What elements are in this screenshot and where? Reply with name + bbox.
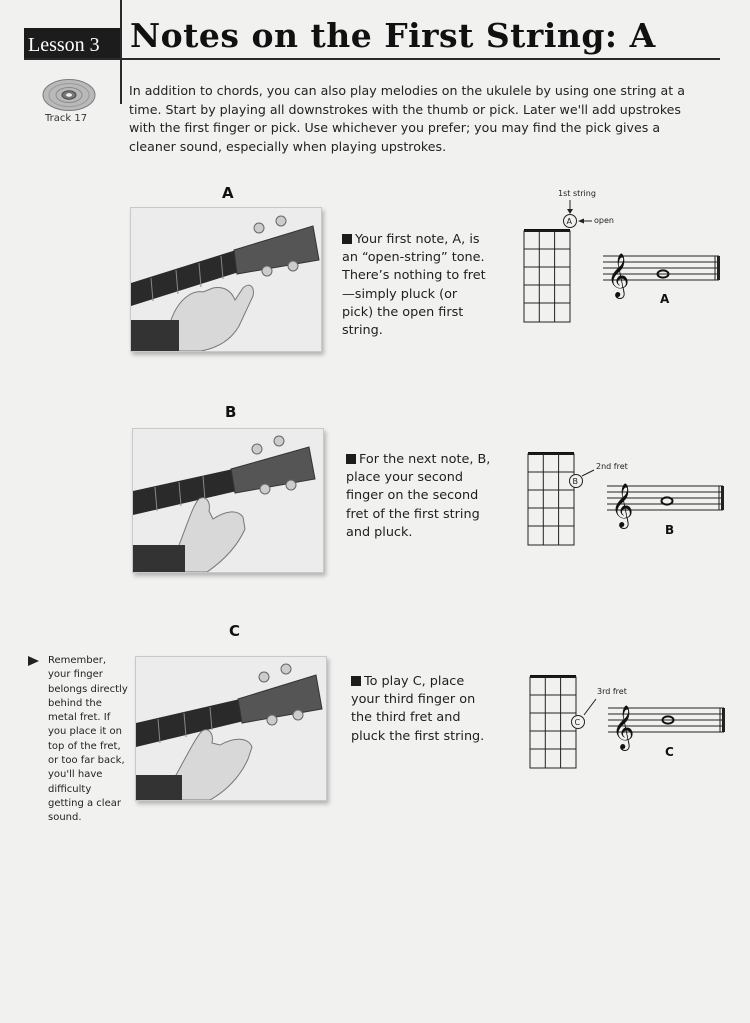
note-a-description [342, 231, 487, 340]
treble-clef-icon: 𝄞 [611, 483, 634, 527]
note-c-heading: C [229, 622, 241, 640]
pointer-arrow-icon [28, 656, 39, 666]
bullet-square-icon [346, 454, 356, 464]
treble-clef-icon: 𝄞 [607, 253, 630, 297]
cd-icon [42, 78, 96, 112]
treble-clef-icon: 𝄞 [612, 705, 635, 749]
note-b-text: For the next note, B, place your second finger on the second fret of the first string and pluck. [346, 452, 491, 540]
note-a-text: Your first note, A, is an “open-string” tone. There’s nothing to fret—simply pluck (or pick) the open first string. [342, 232, 486, 339]
note-b-photo [132, 428, 324, 573]
note-b-staff-name: B [665, 523, 675, 537]
intro-paragraph: In addition to chords, you can also play melodies on the ukulele by using one string at a time. Start by playing all downstrokes with the thumb or pick. Later we'll add upstrokes with the first finger or pick. Use whichever you prefer; you may find the pick gives a cleaner sound, especially when playing upstrokes. [129, 83, 685, 154]
bullet-square-icon [351, 676, 361, 686]
page-title: Notes on the First String: A [130, 16, 656, 55]
open-annotation: open [594, 216, 614, 225]
note-marker-letter: C [574, 718, 581, 727]
string-label: 1st string [558, 189, 596, 198]
lesson-tag: Lesson 3 [28, 34, 100, 56]
fret-arrow-icon [582, 470, 594, 476]
note-c-staff-name: C [665, 745, 674, 759]
fret-grid [524, 229, 570, 322]
fret-annotation: 3rd fret [597, 687, 627, 696]
note-b-description [346, 451, 491, 542]
note-c-description [351, 673, 496, 746]
note-b-heading: B [225, 403, 237, 421]
note-a-photo [130, 207, 322, 352]
fret-grid [528, 452, 574, 545]
note-c-photo [135, 656, 327, 801]
fret-arrow-icon [584, 699, 596, 715]
note-c-text: To play C, place your third finger on the third fret and pluck the first string. [351, 674, 485, 744]
arrow-head-icon [567, 209, 573, 214]
title-rule [24, 58, 720, 60]
note-marker-letter: B [572, 477, 578, 486]
bullet-square-icon [342, 234, 352, 244]
track-label: Track 17 [45, 113, 88, 124]
fret-grid [530, 675, 576, 768]
side-note: Remember, your finger belongs directly behind the metal fret. If you place it on top of the fret, or too far back, you'll have difficulty getting a clear sound. [48, 655, 128, 824]
fret-annotation: 2nd fret [596, 462, 628, 471]
note-a-staff-name: A [660, 292, 670, 306]
note-marker-letter: A [566, 217, 572, 226]
header-divider [120, 0, 122, 104]
note-a-heading: A [222, 184, 234, 202]
